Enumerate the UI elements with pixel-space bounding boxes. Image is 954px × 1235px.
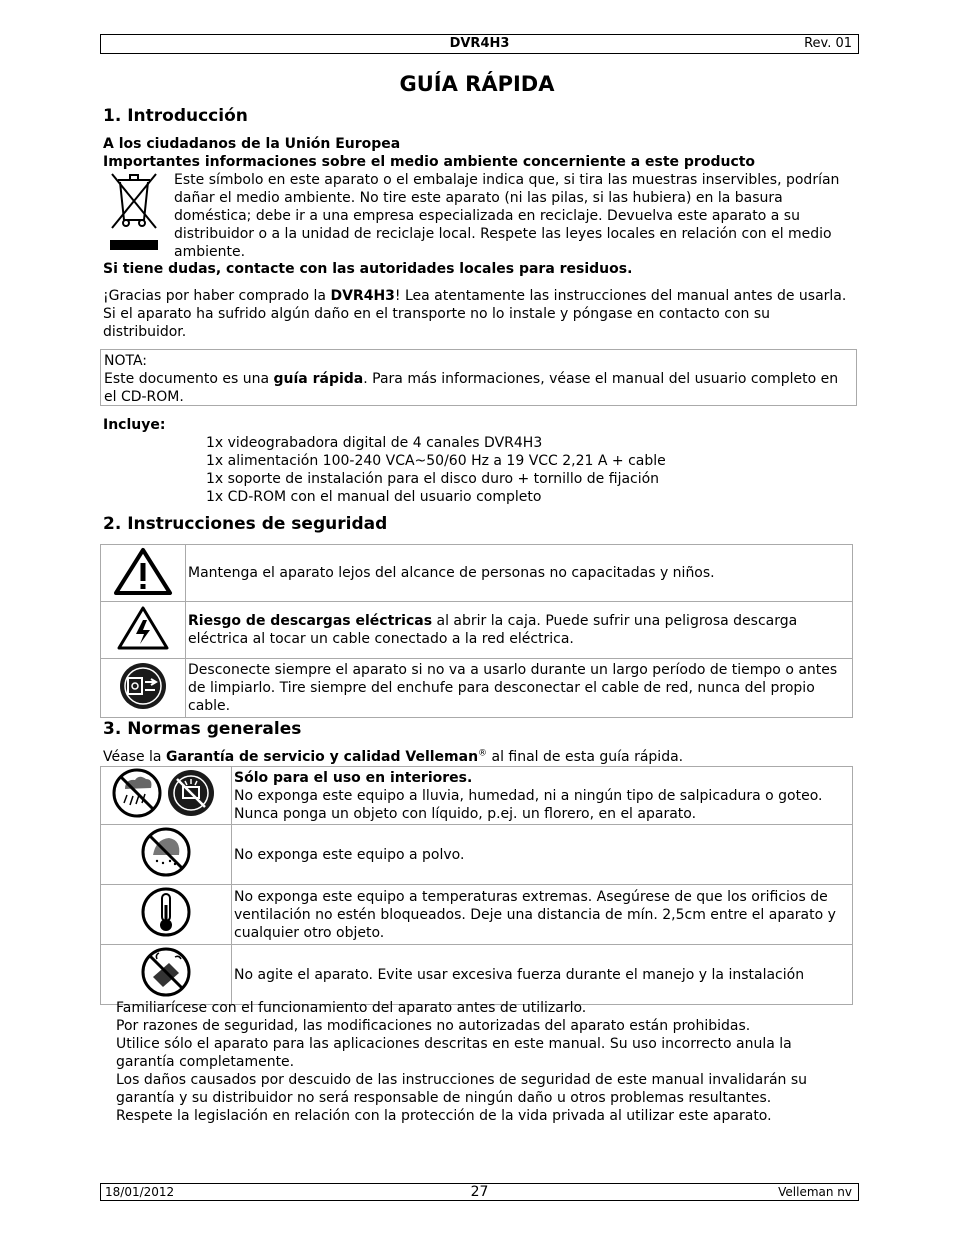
rule-dust-text: No exponga este equipo a polvo. [232,825,853,885]
safety-text-shock: Riesgo de descargas eléctricas al abrir la caja. Puede sufrir una peligrosa descarga eléctrica al tocar un cable conectado a la red eléctrica. [186,602,853,659]
table-row [101,885,853,945]
weee-text: Este símbolo en este aparato o el embalaje indica que, si tira las muestras inservibles, podrían dañar el medio ambiente. No tire este aparato (ni las pilas, si las hubiera) en la basura doméstica; debe ir a una empresa especializada en reciclaje. Devuelva este aparato a su distribuidor o a la unidad de reciclaje local. Respete las leyes locales en relación con el medio ambiente. [174,172,840,260]
note-label: NOTA: [104,353,148,369]
rain-prohibited-icon [111,767,221,819]
indoor-use-icons [101,767,232,825]
rule-shake-text: No agite el aparato. Evite usar excesiva fuerza durante el manejo y la instalación [232,945,853,1005]
footer-date: 18/01/2012 [105,1185,175,1199]
page-footer [100,1183,859,1201]
rule-indoor-text: Sólo para el uso en interiores. No exponga este equipo a lluvia, humedad, ni a ningún tipo de salpicadura o goteo. Nunca ponga un objeto con líquido, p.ej. un florero, en el aparato. [232,767,853,825]
table-row [101,945,853,1005]
weee-bin-icon [106,170,162,252]
section-heading-introduccion: 1. Introducción [103,106,248,126]
page-header [100,34,859,54]
thanks-paragraph: ¡Gracias por haber comprado la DVR4H3! Lea atentamente las instrucciones del manual antes de usarla. Si el aparato ha sufrido algún daño en el transporte no lo instale y póngase en contacto con su distribuidor. [103,288,847,340]
table-row [101,659,853,718]
list-item: 1x alimentación 100-240 VCA~50/60 Hz a 19 VCC 2,21 A + cable [206,453,666,469]
section-heading-normas: 3. Normas generales [103,719,302,739]
footer-company: Velleman nv [778,1185,852,1199]
page-title: GUÍA RÁPIDA [399,72,555,96]
general-rules-list [116,999,851,1125]
safety-text-unplug: Desconecte siempre el aparato si no va a usarlo durante un largo período de tiempo o antes de limpiarlo. Tire siempre del enchufe para desconectar el cable de red, nunca del propio cable. [186,659,853,718]
doubts-line: Si tiene dudas, contacte con las autoridades locales para residuos. [103,261,633,277]
general-rules-table [100,766,853,1005]
unplug-icon [101,659,186,718]
warranty-intro: Véase la Garantía de servicio y calidad Velleman® al final de esta guía rápida. [103,748,684,765]
environment-info-line: Importantes informaciones sobre el medio ambiente concerniente a este producto [103,154,756,170]
electric-shock-icon [101,602,186,659]
revision: Rev. 01 [804,36,852,51]
temperature-icon [101,885,232,945]
table-row [101,602,853,659]
doc-code: DVR4H3 [449,36,510,51]
rule-temperature-text: No exponga este equipo a temperaturas extremas. Asegúrese de que los orificios de ventilación no estén bloqueados. Deje una distancia de mín. 2,5cm entre el aparato y cualquier otro objeto. [232,885,853,945]
note-text: Este documento es una guía rápida. Para más informaciones, véase el manual del usuario completo en el CD-ROM. [104,371,839,405]
table-row [101,767,853,825]
page-number: 27 [470,1184,489,1200]
note-box [100,349,857,406]
warning-icon [101,545,186,602]
list-item: Por razones de seguridad, las modificaciones no autorizadas del aparato están prohibidas. [116,1018,751,1034]
eu-citizens-line: A los ciudadanos de la Unión Europea [103,136,401,152]
no-shake-icon [101,945,232,1005]
section-heading-seguridad: 2. Instrucciones de seguridad [103,514,388,534]
list-item: 1x CD-ROM con el manual del usuario completo [206,489,542,505]
list-item: Respete la legislación en relación con la protección de la vida privada al utilizar este aparato. [116,1108,772,1124]
safety-text-children: Mantenga el aparato lejos del alcance de personas no capacitadas y niños. [186,545,853,602]
list-item: Utilice sólo el aparato para las aplicaciones descritas en este manual. Su uso incorrecto anula la garantía completamente. [116,1036,792,1070]
includes-list [206,434,666,506]
list-item: Familiarícese con el funcionamiento del aparato antes de utilizarlo. [116,1000,587,1016]
table-row [101,825,853,885]
list-item: 1x videograbadora digital de 4 canales DVR4H3 [206,435,543,451]
table-row [101,545,853,602]
safety-table [100,544,853,718]
includes-label: Incluye: [103,417,166,433]
list-item: 1x soporte de instalación para el disco duro + tornillo de fijación [206,471,660,487]
dust-prohibited-icon [101,825,232,885]
list-item: Los daños causados por descuido de las instrucciones de seguridad de este manual invalidarán su garantía y su distribuidor no será responsable de ningún daño u otros problemas resultantes. [116,1072,808,1106]
